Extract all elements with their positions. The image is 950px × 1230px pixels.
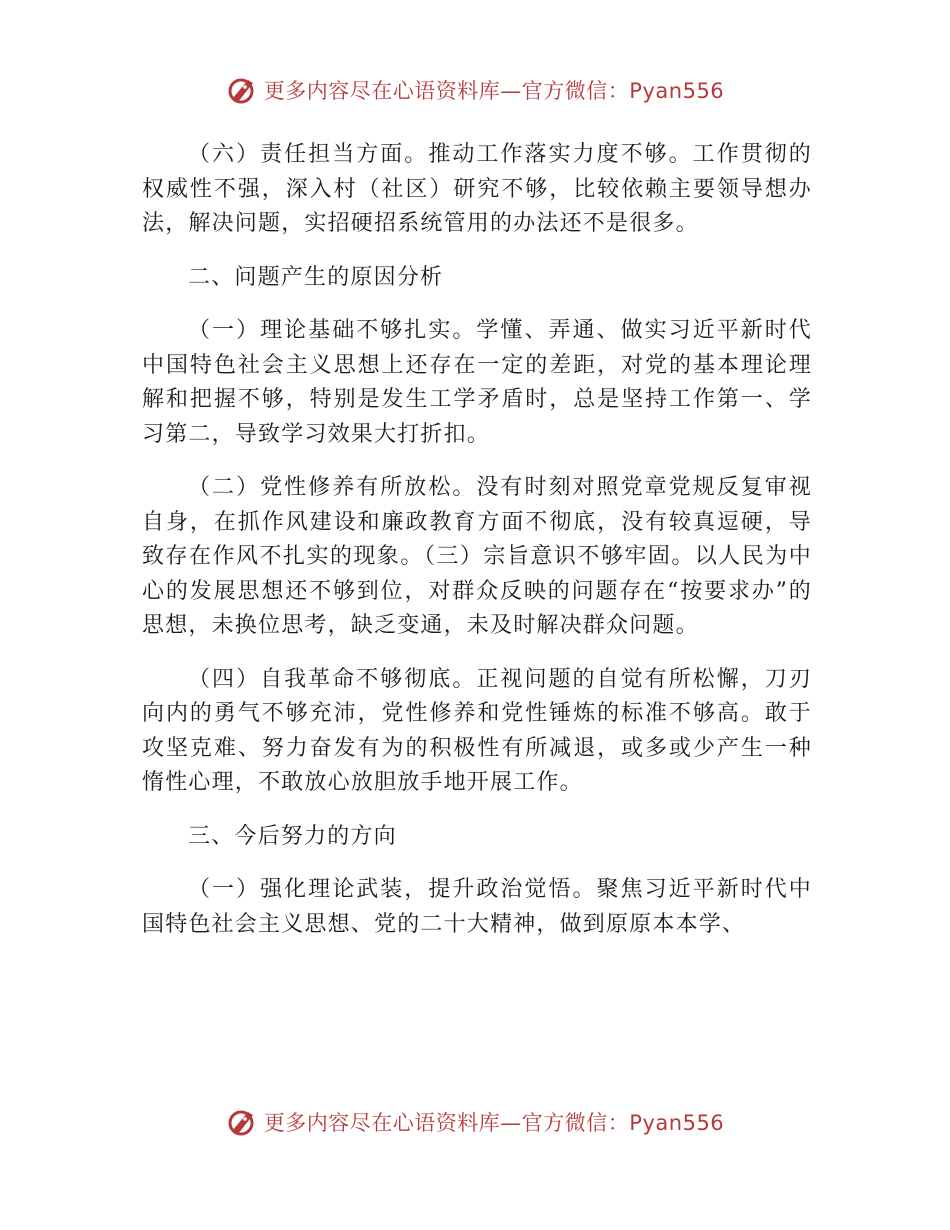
- footer-banner-text: 更多内容尽在心语资料库—官方微信：Pyan556: [263, 1111, 725, 1135]
- paragraph-theory-armament: （一）强化理论武装，提升政治觉悟。聚焦习近平新时代中国特色社会主义思想、党的二十大精神，做到原原本本学、: [142, 877, 812, 937]
- paragraph-party-spirit: （二）党性修养有所放松。没有时刻对照党章党规反复审视自身，在抓作风建设和廉政教育方面不彻底，没有较真逗硬，导致存在作风不扎实的现象。（三）宗旨意识不够牢固。以人民为中心的发展思想还不够到位，对群众反映的问题存在“按要求办”的思想，未换位思考，缺乏变通，未及时解决群众问题。: [142, 475, 812, 638]
- footer-banner: [0, 1102, 950, 1142]
- document-body: [142, 138, 812, 942]
- paragraph-theory-foundation: （一）理论基础不够扎实。学懂、弄通、做实习近平新时代中国特色社会主义思想上还存在一定的差距，对党的基本理论理解和把握不够，特别是发生工学矛盾时，总是坚持工作第一、学习第二，导致学习效果大打折扣。: [142, 318, 812, 447]
- paragraph-responsibility: （六）责任担当方面。推动工作落实力度不够。工作贯彻的权威性不强，深入村（社区）研究不够，比较依赖主要领导想办法，解决问题，实招硬招系统管用的办法还不是很多。: [142, 142, 812, 236]
- paragraph-self-revolution: （四）自我革命不够彻底。正视问题的自觉有所松懈，刀刃向内的勇气不够充沛，党性修养和党性锤炼的标准不够高。敢于攻坚克难、努力奋发有为的积极性有所减退，或多或少产生一种惰性心理，不敢放心放胆放手地开展工作。: [142, 666, 812, 795]
- section-heading-future-direction: 三、今后努力的方向: [188, 823, 397, 849]
- header-banner: [0, 70, 950, 110]
- pen-nib-logo-icon: [226, 74, 258, 106]
- pen-nib-logo-icon: [226, 1106, 258, 1138]
- section-heading-cause-analysis: 二、问题产生的原因分析: [188, 264, 444, 290]
- header-banner-text: 更多内容尽在心语资料库—官方微信：Pyan556: [263, 79, 725, 103]
